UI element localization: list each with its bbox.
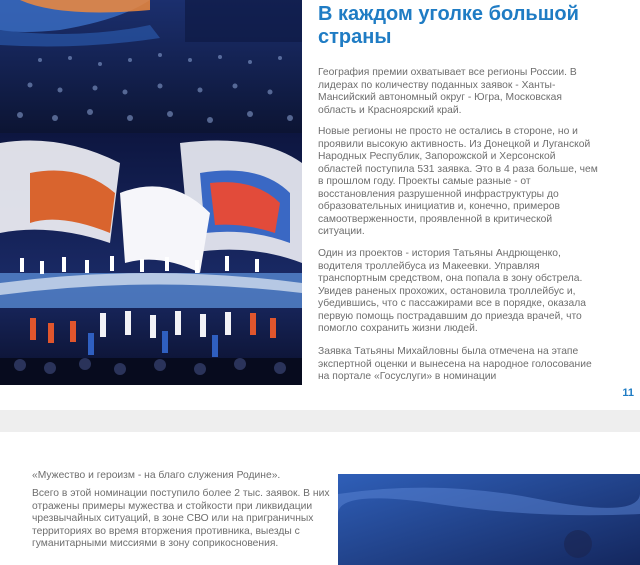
stage-performance-photo bbox=[0, 133, 302, 385]
paragraph-new-regions: Новые регионы не просто не остались в стороне, но и проявили высокую активность. Из Донецкой и Луганской Народных Республик, Запорожской и Херсонской областей поступила 531 заявка. Это в 4 раза больше, чем в прошлом году. Проекты самые разные - от восстановления разрушенной инфраструктуры до образовательных инициатив и, конечно, примеров самоотверженности, проявленной в критической ситуации. bbox=[318, 126, 598, 237]
document-page-12 bbox=[0, 432, 640, 565]
hall-audience-photo bbox=[0, 0, 302, 133]
paragraph-nomination: Заявка Татьяны Михайловны была отмечена на этапе экспертной оценки и вынесена на народное голосование на портале «Госуслуги» в номинации bbox=[318, 346, 592, 382]
page-number: 11 bbox=[622, 387, 634, 399]
section-title: В каждом уголке большой страны bbox=[318, 3, 579, 48]
paragraph-applications-count: Всего в этой номинации поступило более 2 тыс. заявок. В них отражены примеры мужества и стойкости при ликвидации чрезвычайных ситуаций, в зоне СВО или на приграничных территориях во время вторжения противника, выезды с гуманитарными миссиями в зону соприкосновения. bbox=[32, 488, 330, 549]
paragraph-geography: География премии охватывает все регионы России. В лидерах по количеству поданных заявок - Ханты-Мансийский автономный округ - Югра, Московская область и Красноярский край. bbox=[318, 67, 577, 116]
paragraph-nomination-name: «Мужество и героизм - на благо служения Родине». bbox=[32, 470, 281, 481]
event-photo bbox=[338, 474, 640, 565]
paragraph-trolleybus-driver: Один из проектов - история Татьяны Андрющенко, водителя троллейбуса из Макеевки. Управляя транспортным средством, она попала в зону обстрела. Увидев раненых прохожих, остановила троллейбус и, убедившись, что с пассажирами все в порядке, оказала первую помощь пострадавшим до приезда врачей, что помогло сохранить жизни людей. bbox=[318, 248, 586, 334]
